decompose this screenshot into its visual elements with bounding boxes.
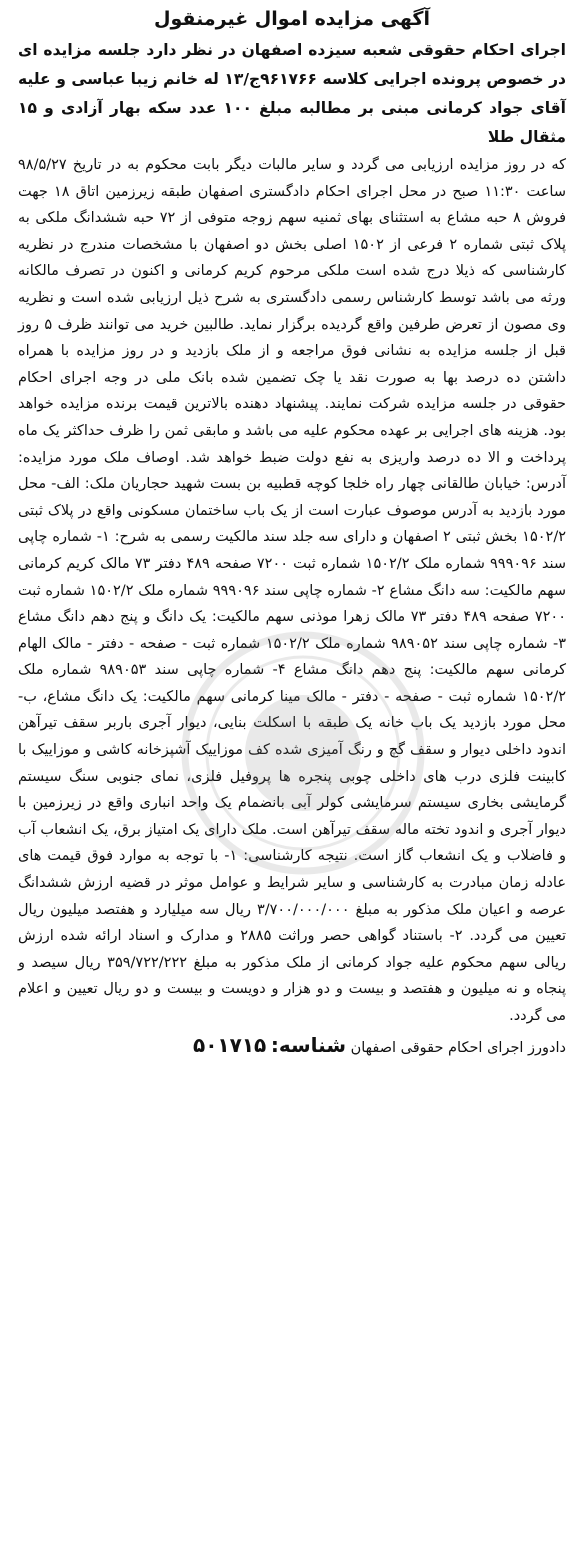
notice-lead-paragraph: اجرای احکام حقوقی شعبه سیزده اصفهان در نظر دارد جلسه مزایده ای در خصوص پرونده اجرایی کلاسه ۹۶۱۷۶۶ج/۱۳ له خانم زیبا عباسی و علیه آقای جواد کرمانی مبنی بر مطالبه مبلغ ۱۰۰ عدد سکه بهار آزادی و ۱۵ مثقال طلا [18, 41, 567, 146]
notice-id-number: ۵۰۱۷۱۵ [193, 1032, 267, 1057]
notice-title: آگهی مزایده اموال غیرمنقول [154, 8, 430, 30]
notice-footer [18, 1030, 566, 1063]
notice-id-label: شناسه: [270, 1032, 346, 1057]
notice-body-paragraph: که در روز مزایده ارزیابی می گردد و سایر مالبات دیگر بابت محکوم به در تاریخ ۹۸/۵/۲۷ ساعت ۱۱:۳۰ صبح در محل اجرای احکام دادگستری اصفهان طبقه زیرزمین اتاق ۱۸ جهت فروش ۸ حبه مشاع به استثنای بهای ثمنیه سهم زوجه متوفی از ۷۲ حبه ششدانگ ملکی به پلاک ثبتی شماره ۲ فرعی از ۱۵۰۲ اصلی بخش دو اصفهان با مشخصات مندرج در نظریه کارشناسی که ذیلا درج شده است ملکی مرحوم کریم کرمانی و اکنون در تصرف مالکانه ورثه می باشد توسط کارشناس رسمی دادگستری به شرح ذیل ارزیابی شده است و نظریه وی مصون از تعرض طرفین واقع گردیده برگزار نماید. طالبین خرید می توانند ظرف ۵ روز قبل از جلسه مزایده به نشانی فوق مراجعه و از ملک بازدید و در روز مزایده با همراه داشتن ده درصد بها به صورت نقد یا چک تضمین شده بانک ملی در وجه اجرای احکام حقوقی در جلسه مزایده شرکت نمایند. پیشنهاد دهنده بالاترین قیمت برنده مزایده خواهد بود. هزینه های اجرایی بر عهده محکوم علیه می باشد و مابقی ثمن را ظرف حداکثر یک ماه پرداخت و الا ده درصد واریزی به نفع دولت ضبط خواهد شد. اوصاف ملک مورد مزایده: آدرس: خیابان طالقانی چهار راه خلجا کوچه قطبیه بن بست شهید حجاریان ملک: الف- محل مورد بازدید به آدرس موصوف عبارت است از یک باب ساختمان مسکونی واقع در پلاک ثبتی ۱۵۰۲/۲ بخش ثبتی ۲ اصفهان و دارای سه جلد سند مالکیت رسمی به شرح: ۱- شماره چاپی سند ۹۹۹۰۹۶ شماره ملک ۱۵۰۲/۲ شماره ثبت ۷۲۰۰ صفحه ۴۸۹ دفتر ۷۳ مالک کریم کرمانی سهم مالکیت: سه دانگ مشاع ۲- شماره چاپی سند ۹۹۹۰۹۶ شماره ملک ۱۵۰۲/۲ شماره ثبت ۷۲۰۰ صفحه ۴۸۹ دفتر ۷۳ مالک زهرا موذنی سهم مالکیت: یک دانگ و پنج دهم دانگ مشاع ۳- شماره چاپی سند ۹۸۹۰۵۲ شماره ملک ۱۵۰۲/۲ شماره ثبت - صفحه - دفتر - مالک الهام کرمانی سهم مالکیت: پنج دهم دانگ مشاع ۴- شماره چاپی سند ۹۸۹۰۵۳ شماره ملک ۱۵۰۲/۲ شماره ثبت - صفحه - دفتر - مالک مینا کرمانی سهم مالکیت: یک دانگ مشاع، ب- محل مورد بازدید یک باب خانه یک طبقه با اسکلت بنایی، دیوار آجری باربر سقف تیرآهن اندود داخلی دیوار و سقف گچ و رنگ آمیزی شده کف موزاییک آشپزخانه کاشی و موزاییک با کابینت فلزی درب های داخلی چوبی پنجره ها پروفیل فلزی، نمای جنوبی سنگ سیستم گرمایشی بخاری سیستم سرمایشی کولر آبی بانضمام یک واحد انباری واقع در زیرزمین با دیوار آجری و اندود تخته ماله سقف تیرآهن است. ملک دارای یک امتیاز برق، یک انشعاب آب و فاضلاب و یک انشعاب گاز است. نتیجه کارشناسی: ۱- با توجه به موارد فوق قیمت های عادله زمان مبادرت به کارشناسی و سایر شرایط و عوامل موثر در قضیه ارزش ششدانگ عرصه و اعیان ملک مذکور به مبلغ ۳/۷۰۰/۰۰۰/۰۰۰ ریال سه میلیارد و هفتصد میلیون ریال تعیین می گردد. ۲- باستناد گواهی حصر وراثت ۲۸۸۵ و مدارک و اسناد ارائه شده ارزش ریالی سهم محکوم علیه جواد کرمانی از ملک مذکور به مبلغ ۳۵۹/۷۲۲/۲۲۲ ریال سیصد و پنجاه و نه میلیون و هفتصد و بیست و دو هزار و دویست و بیست و دو ریال تعیین و اعلام می گردد. [18, 157, 567, 1024]
notice-signature: دادورز اجرای احکام حقوقی اصفهان [350, 1039, 566, 1056]
